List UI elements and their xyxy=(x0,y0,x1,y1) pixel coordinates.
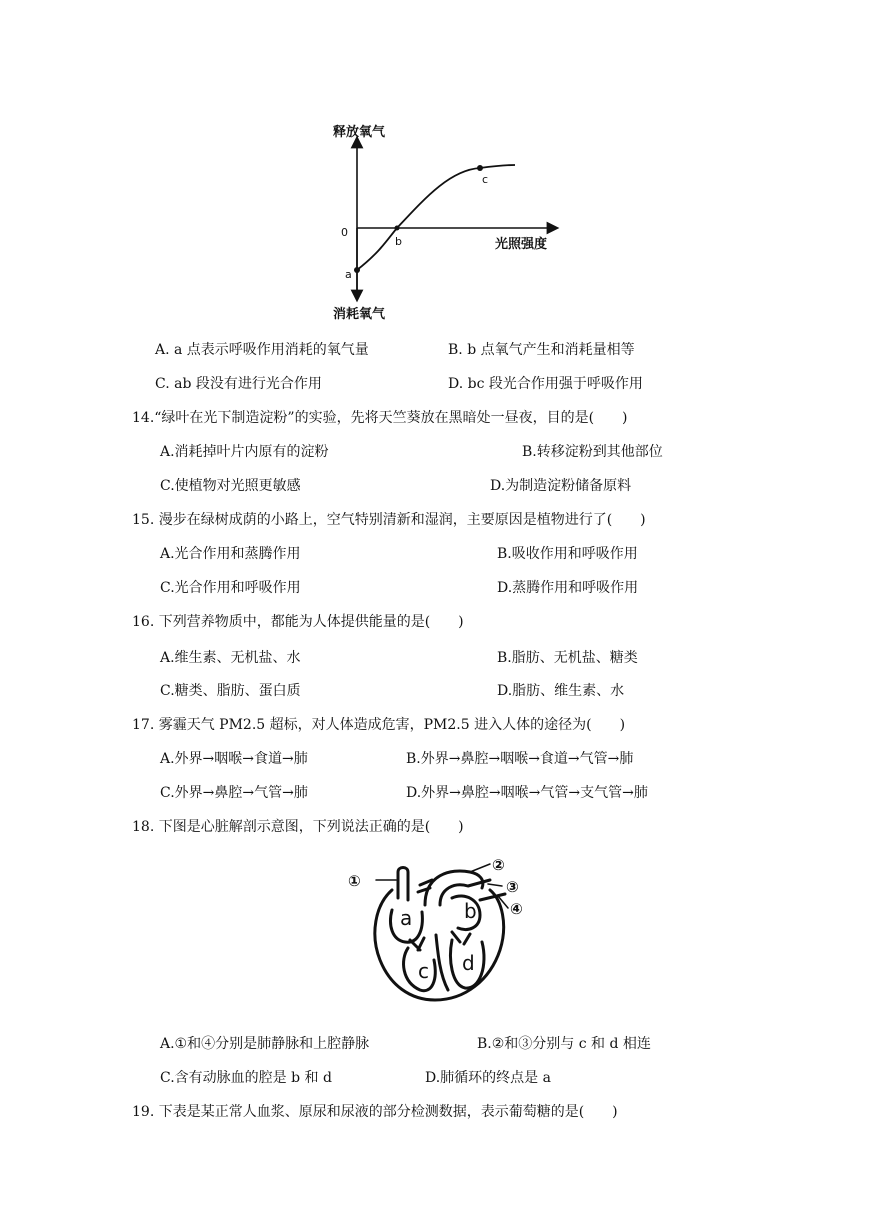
q17-option-d: D.外界→鼻腔→咽喉→气管→支气管→肺 xyxy=(406,785,648,801)
q13-option-a: A. a 点表示呼吸作用消耗的氧气量 xyxy=(155,342,369,358)
chamber-d: d xyxy=(462,951,475,975)
q16-option-b: B.脂肪、无机盐、糖类 xyxy=(497,650,638,666)
q15-stem: 15. 漫步在绿树成荫的小路上，空气特别清新和湿润，主要原因是植物进行了( ) xyxy=(132,512,646,528)
q15-option-a: A.光合作用和蒸腾作用 xyxy=(160,546,301,562)
chamber-c: c xyxy=(418,959,429,983)
q15-option-d: D.蒸腾作用和呼吸作用 xyxy=(497,580,639,596)
point-a-marker xyxy=(354,267,360,273)
q14-option-d: D.为制造淀粉储备原料 xyxy=(490,478,632,494)
point-c-label: c xyxy=(482,173,489,186)
q18-option-b: B.②和③分别与 c 和 d 相连 xyxy=(477,1036,651,1052)
q16-option-c: C.糖类、脂肪、蛋白质 xyxy=(160,683,301,699)
q18-stem: 18. 下图是心脏解剖示意图，下列说法正确的是( ) xyxy=(132,819,464,835)
point-b-marker xyxy=(395,226,400,231)
point-a-label: a xyxy=(345,268,352,281)
q14-option-b: B.转移淀粉到其他部位 xyxy=(522,444,663,460)
valve-left xyxy=(452,932,470,944)
label-4: ④ xyxy=(510,900,523,918)
y-bottom-label: 消耗氧气 xyxy=(333,307,386,322)
q13-option-d: D. bc 段光合作用强于呼吸作用 xyxy=(448,376,643,392)
q15-option-c: C.光合作用和呼吸作用 xyxy=(160,580,301,596)
q14-option-c: C.使植物对光照更敏感 xyxy=(160,478,301,494)
superior-vena-cava xyxy=(398,868,408,901)
label-2: ② xyxy=(492,856,505,874)
q13-option-b: B. b 点氧气产生和消耗量相等 xyxy=(448,342,635,358)
q17-option-a: A.外界→咽喉→食道→肺 xyxy=(160,751,308,767)
y-top-label: 释放氧气 xyxy=(333,125,386,140)
heart-outline xyxy=(375,890,504,1000)
label-3: ③ xyxy=(506,878,519,896)
q18-option-a: A.①和④分别是肺静脉和上腔静脉 xyxy=(160,1036,370,1052)
q14-stem: 14.“绿叶在光下制造淀粉”的实验，先将天竺葵放在黑暗处一昼夜，目的是( ) xyxy=(132,410,628,426)
q13-option-c: C. ab 段没有进行光合作用 xyxy=(155,376,322,392)
q16-option-d: D.脂肪、维生素、水 xyxy=(497,683,625,699)
point-b-label: b xyxy=(395,235,402,248)
q17-option-c: C.外界→鼻腔→气管→肺 xyxy=(160,785,308,801)
oxygen-light-graph xyxy=(325,118,565,328)
q15-option-b: B.吸收作用和呼吸作用 xyxy=(497,546,638,562)
septum xyxy=(436,935,448,990)
label-1: ① xyxy=(348,872,361,890)
q18-option-c: C.含有动脉血的腔是 b 和 d xyxy=(160,1070,332,1086)
q19-stem: 19. 下表是某正常人血浆、原尿和尿液的部分检测数据，表示葡萄糖的是( ) xyxy=(132,1104,618,1120)
q14-option-a: A.消耗掉叶片内原有的淀粉 xyxy=(160,444,329,460)
q17-option-b: B.外界→鼻腔→咽喉→食道→气管→肺 xyxy=(406,751,634,767)
q16-stem: 16. 下列营养物质中，都能为人体提供能量的是( ) xyxy=(132,614,464,630)
chamber-b: b xyxy=(464,899,477,923)
pointer-2 xyxy=(470,864,490,872)
q18-option-d: D.肺循环的终点是 a xyxy=(425,1070,551,1086)
pointer-3 xyxy=(488,884,502,886)
chamber-a: a xyxy=(400,906,413,930)
q17-stem: 17. 雾霾天气 PM2.5 超标，对人体造成危害，PM2.5 进入人体的途径为( ) xyxy=(132,717,626,733)
q16-option-a: A.维生素、无机盐、水 xyxy=(160,650,301,666)
oxygen-curve xyxy=(357,165,515,270)
zero-label: 0 xyxy=(341,226,348,239)
x-axis-label: 光照强度 xyxy=(495,237,548,252)
heart-diagram xyxy=(340,850,540,1010)
point-c-marker xyxy=(477,165,483,171)
